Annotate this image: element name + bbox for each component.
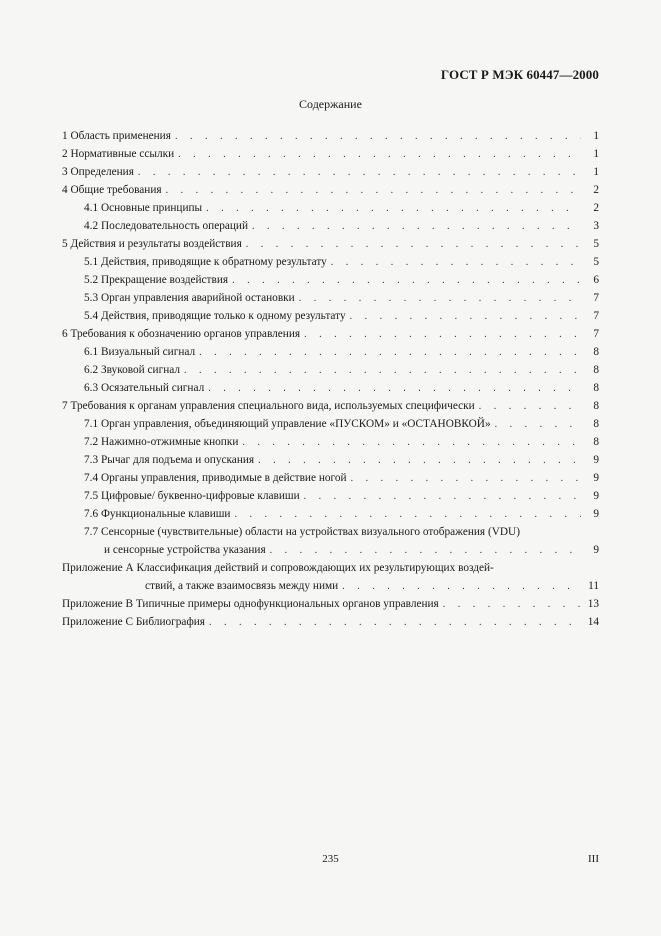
page-ref: 6 xyxy=(593,274,599,286)
toc-entry[interactable]: 2 Нормативные ссылки . . . 1 xyxy=(62,146,599,163)
page-ref: 8 xyxy=(593,364,599,376)
toc-entry[interactable]: Приложение А Классификация действий и сопровождающих их результирующих воздей- xyxy=(62,562,494,574)
document-code: ГОСТ Р МЭК 60447—2000 xyxy=(440,67,599,82)
toc-entry[interactable]: Приложение С Библиография . . . 14 xyxy=(62,614,599,631)
page-ref: 7 xyxy=(593,328,599,340)
toc-entry-continuation[interactable]: и сенсорные устройства указания . . . 9 xyxy=(104,542,599,559)
toc-entry[interactable]: 7 Требования к органам управления специального вида, используемых специфически . . . 8 xyxy=(62,398,599,415)
dot-leader xyxy=(232,272,581,289)
dot-leader xyxy=(342,578,581,595)
page-ref: 1 xyxy=(593,130,599,142)
dot-leader xyxy=(351,470,581,487)
dot-leader xyxy=(209,614,581,631)
page-ref: 1 xyxy=(593,148,599,160)
toc-entry[interactable]: 3 Определения . . . 1 xyxy=(62,164,599,181)
page-ref: 8 xyxy=(593,346,599,358)
page-ref: 3 xyxy=(593,220,599,232)
toc-entry[interactable]: 4.2 Последовательность операций . . . 3 xyxy=(84,218,599,235)
page-ref: 2 xyxy=(593,184,599,196)
toc-entry[interactable]: 7.7 Сенсорные (чувствительные) области на устройствах визуального отображения (VDU) xyxy=(84,526,520,538)
toc-title: Содержание xyxy=(299,97,362,111)
toc-entry[interactable]: 7.5 Цифровые/ буквенно-цифровые клавиши . . . 9 xyxy=(84,488,599,505)
page-ref: 7 xyxy=(593,310,599,322)
dot-leader xyxy=(138,164,581,181)
page-ref: 14 xyxy=(587,616,599,628)
toc-entry[interactable]: 4 Общие требования . . . 2 xyxy=(62,182,599,199)
page-number: 235 xyxy=(322,853,339,865)
page-ref: 1 xyxy=(593,166,599,178)
dot-leader xyxy=(178,146,581,163)
toc-entry[interactable]: 5 Действия и результаты воздействия . . . 5 xyxy=(62,236,599,253)
toc-entry[interactable]: 5.4 Действия, приводящие только к одному результату . . . 7 xyxy=(84,308,599,325)
toc-entry[interactable]: 4.1 Основные принципы . . . 2 xyxy=(84,200,599,217)
page-ref: 8 xyxy=(593,418,599,430)
page-ref: 9 xyxy=(593,454,599,466)
toc-entry[interactable]: 6 Требования к обозначению органов управления . . . 7 xyxy=(62,326,599,343)
dot-leader xyxy=(206,200,581,217)
roman-page-number: III xyxy=(588,853,599,865)
dot-leader xyxy=(304,326,581,343)
toc-entry[interactable]: 7.6 Функциональные клавиши . . . 9 xyxy=(84,506,599,523)
dot-leader xyxy=(479,398,581,415)
page-ref: 9 xyxy=(593,544,599,556)
toc-entry[interactable]: Приложение В Типичные примеры однофункциональных органов управления . . . 13 xyxy=(62,596,599,613)
dot-leader xyxy=(258,452,581,469)
page-ref: 5 xyxy=(593,238,599,250)
dot-leader xyxy=(175,128,581,145)
toc-entry-continuation[interactable]: ствий, а также взаимосвязь между ними . . . 11 xyxy=(145,578,599,595)
toc-entry[interactable]: 6.3 Осязательный сигнал . . . 8 xyxy=(84,380,599,397)
page-ref: 9 xyxy=(593,508,599,520)
page-ref: 2 xyxy=(593,202,599,214)
toc-entry[interactable]: 5.1 Действия, приводящие к обратному результату . . . 5 xyxy=(84,254,599,271)
dot-leader xyxy=(208,380,581,397)
dot-leader xyxy=(331,254,581,271)
toc-entry[interactable]: 5.3 Орган управления аварийной остановки . . . 7 xyxy=(84,290,599,307)
toc-entry[interactable]: 7.1 Орган управления, объединяющий управление «ПУСКОМ» и «ОСТАНОВКОЙ» . . . 8 xyxy=(84,416,599,433)
dot-leader xyxy=(299,290,581,307)
dot-leader xyxy=(252,218,581,235)
dot-leader xyxy=(199,344,581,361)
page-ref: 9 xyxy=(593,472,599,484)
dot-leader xyxy=(242,434,581,451)
dot-leader xyxy=(443,596,581,613)
toc-entry[interactable]: 7.3 Рычаг для подъема и опускания . . . 9 xyxy=(84,452,599,469)
toc-entry[interactable]: 5.2 Прекращение воздействия . . . 6 xyxy=(84,272,599,289)
dot-leader xyxy=(166,182,581,199)
toc-entry[interactable]: 6.1 Визуальный сигнал . . . 8 xyxy=(84,344,599,361)
page-ref: 13 xyxy=(587,598,599,610)
dot-leader xyxy=(304,488,581,505)
dot-leader xyxy=(234,506,581,523)
dot-leader xyxy=(270,542,581,559)
page-ref: 8 xyxy=(593,436,599,448)
page-ref: 9 xyxy=(593,490,599,502)
toc-entry[interactable]: 7.2 Нажимно-отжимные кнопки . . . 8 xyxy=(84,434,599,451)
page-ref: 7 xyxy=(593,292,599,304)
toc-entry[interactable]: 1 Область применения . . . 1 xyxy=(62,128,599,145)
dot-leader xyxy=(184,362,581,379)
page-ref: 8 xyxy=(593,382,599,394)
page-ref: 8 xyxy=(593,400,599,412)
toc-entry[interactable]: 6.2 Звуковой сигнал . . . 8 xyxy=(84,362,599,379)
dot-leader xyxy=(246,236,581,253)
toc-entry[interactable]: 7.4 Органы управления, приводимые в действие ногой . . . 9 xyxy=(84,470,599,487)
page-ref: 5 xyxy=(593,256,599,268)
page-ref: 11 xyxy=(588,580,599,592)
dot-leader xyxy=(495,416,581,433)
dot-leader xyxy=(350,308,581,325)
